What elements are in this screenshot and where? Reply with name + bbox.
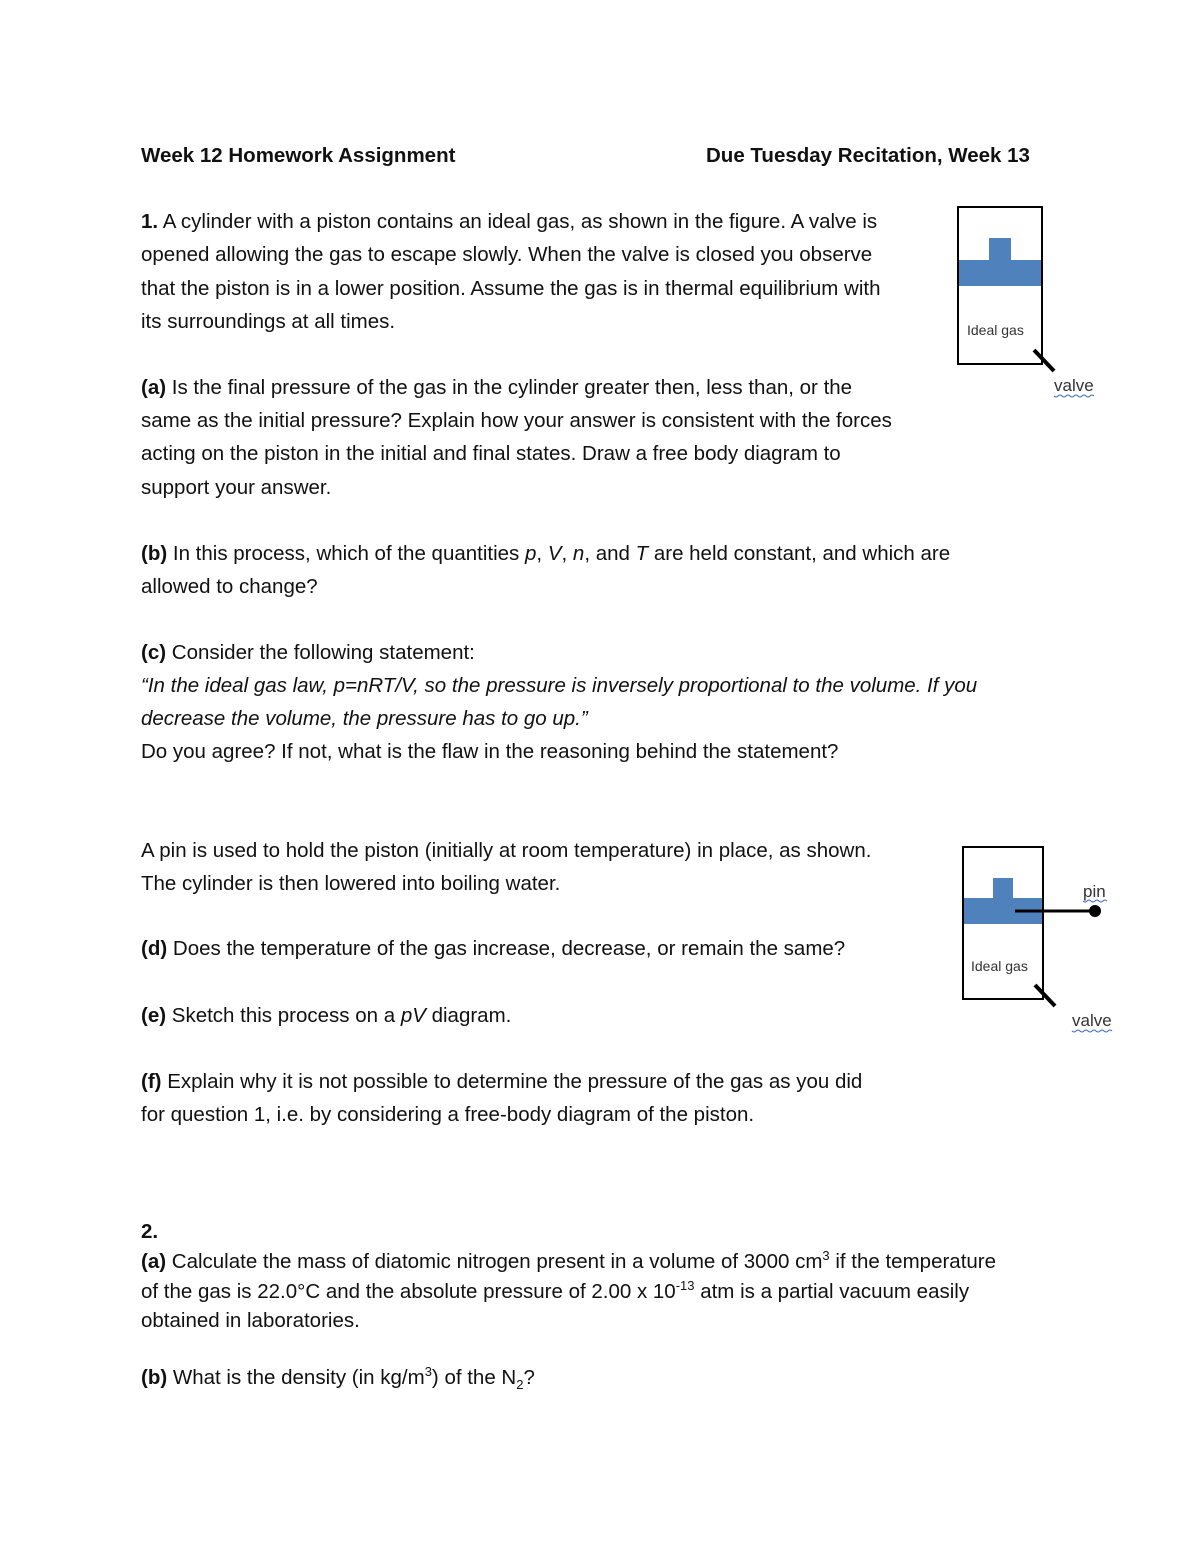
q1a-line-1: (a) Is the final pressure of the gas in the cylinder greater then, less than, or the <box>141 376 853 399</box>
gas-label: Ideal gas <box>967 322 1024 338</box>
q1f-line-2: for question 1, i.e. by considering a free-body diagram of the piston. <box>141 1103 755 1126</box>
q2b-label: (b) <box>141 1366 168 1389</box>
q1b-line-1: (b) In this process, which of the quantities p, V, n, and T are held constant, and which are <box>141 542 951 565</box>
q2a-line-3: obtained in laboratories. <box>141 1309 360 1332</box>
piston-rod <box>993 878 1013 898</box>
q1c-quote-1: “In the ideal gas law, p=nRT/V, so the pressure is inversely proportional to the volume. If you <box>141 674 978 697</box>
pin-label: pin <box>1083 882 1106 901</box>
q1-intro-line-2: opened allowing the gas to escape slowly. When the valve is closed you observe <box>141 243 873 266</box>
gas-label: Ideal gas <box>971 958 1028 974</box>
q1-intro-line-4: its surroundings at all times. <box>141 310 396 333</box>
q1a-line-2: same as the initial pressure? Explain how your answer is consistent with the forces <box>141 409 892 432</box>
due-date: Due Tuesday Recitation, Week 13 <box>706 144 1030 167</box>
q2a-line-2: of the gas is 22.0°C and the absolute pressure of 2.00 x $10^{-13}$ atm is a partial vacuum easily <box>141 1278 970 1303</box>
q1-number: 1. <box>141 210 159 233</box>
q2a-line-1: (a) Calculate the mass of diatomic nitrogen present in a volume of 3000 $cm^3$ if the temperature <box>141 1248 997 1273</box>
q1b-label: (b) <box>141 542 168 565</box>
q1b-line-2: allowed to change? <box>141 575 318 598</box>
figure-cylinder-valve <box>950 200 1120 415</box>
valve-label: valve <box>1072 1011 1112 1030</box>
figure-cylinder-pin <box>955 840 1135 1045</box>
q1d-label: (d) <box>141 937 168 960</box>
q1f-label: (f) <box>141 1070 162 1093</box>
q1a-label: (a) <box>141 376 167 399</box>
valve-label-underline <box>1054 395 1094 397</box>
pin-intro-2: The cylinder is then lowered into boiling water. <box>141 872 561 895</box>
q1c-question: Do you agree? If not, what is the flaw in the reasoning behind the statement? <box>141 740 839 763</box>
q1-intro-line-3: that the piston is in a lower position. Assume the gas is in thermal equilibrium with <box>141 277 881 300</box>
q1e-label: (e) <box>141 1004 167 1027</box>
q1a-line-4: support your answer. <box>141 476 332 499</box>
q1e-line: (e) Sketch this process on a pV diagram. <box>141 1004 512 1027</box>
q1d-line: (d) Does the temperature of the gas increase, decrease, or remain the same? <box>141 937 846 960</box>
q1c-quote-2: decrease the volume, the pressure has to go up.” <box>141 707 588 730</box>
piston-plate <box>959 260 1041 286</box>
q1f-line-1: (f) Explain why it is not possible to determine the pressure of the gas as you did <box>141 1070 863 1093</box>
q1a-line-3: acting on the piston in the initial and final states. Draw a free body diagram to <box>141 442 841 465</box>
q2-number: 2. <box>141 1220 159 1243</box>
pin-intro-1: A pin is used to hold the piston (initially at room temperature) in place, as shown. <box>141 839 872 862</box>
q1-intro-line-1: 1. A cylinder with a piston contains an ideal gas, as shown in the figure. A valve is <box>141 210 878 233</box>
valve-label-underline <box>1072 1030 1112 1032</box>
q1c-line-1: (c) Consider the following statement: <box>141 641 475 664</box>
assignment-title: Week 12 Homework Assignment <box>141 144 456 167</box>
q2a-label: (a) <box>141 1250 167 1273</box>
piston-rod <box>989 238 1011 260</box>
q1c-label: (c) <box>141 641 167 664</box>
valve-label: valve <box>1054 376 1094 395</box>
q2b-line: (b) What is the density (in $kg/m^3$) of the $N_2$? <box>141 1364 535 1393</box>
pin-head <box>1089 905 1101 917</box>
